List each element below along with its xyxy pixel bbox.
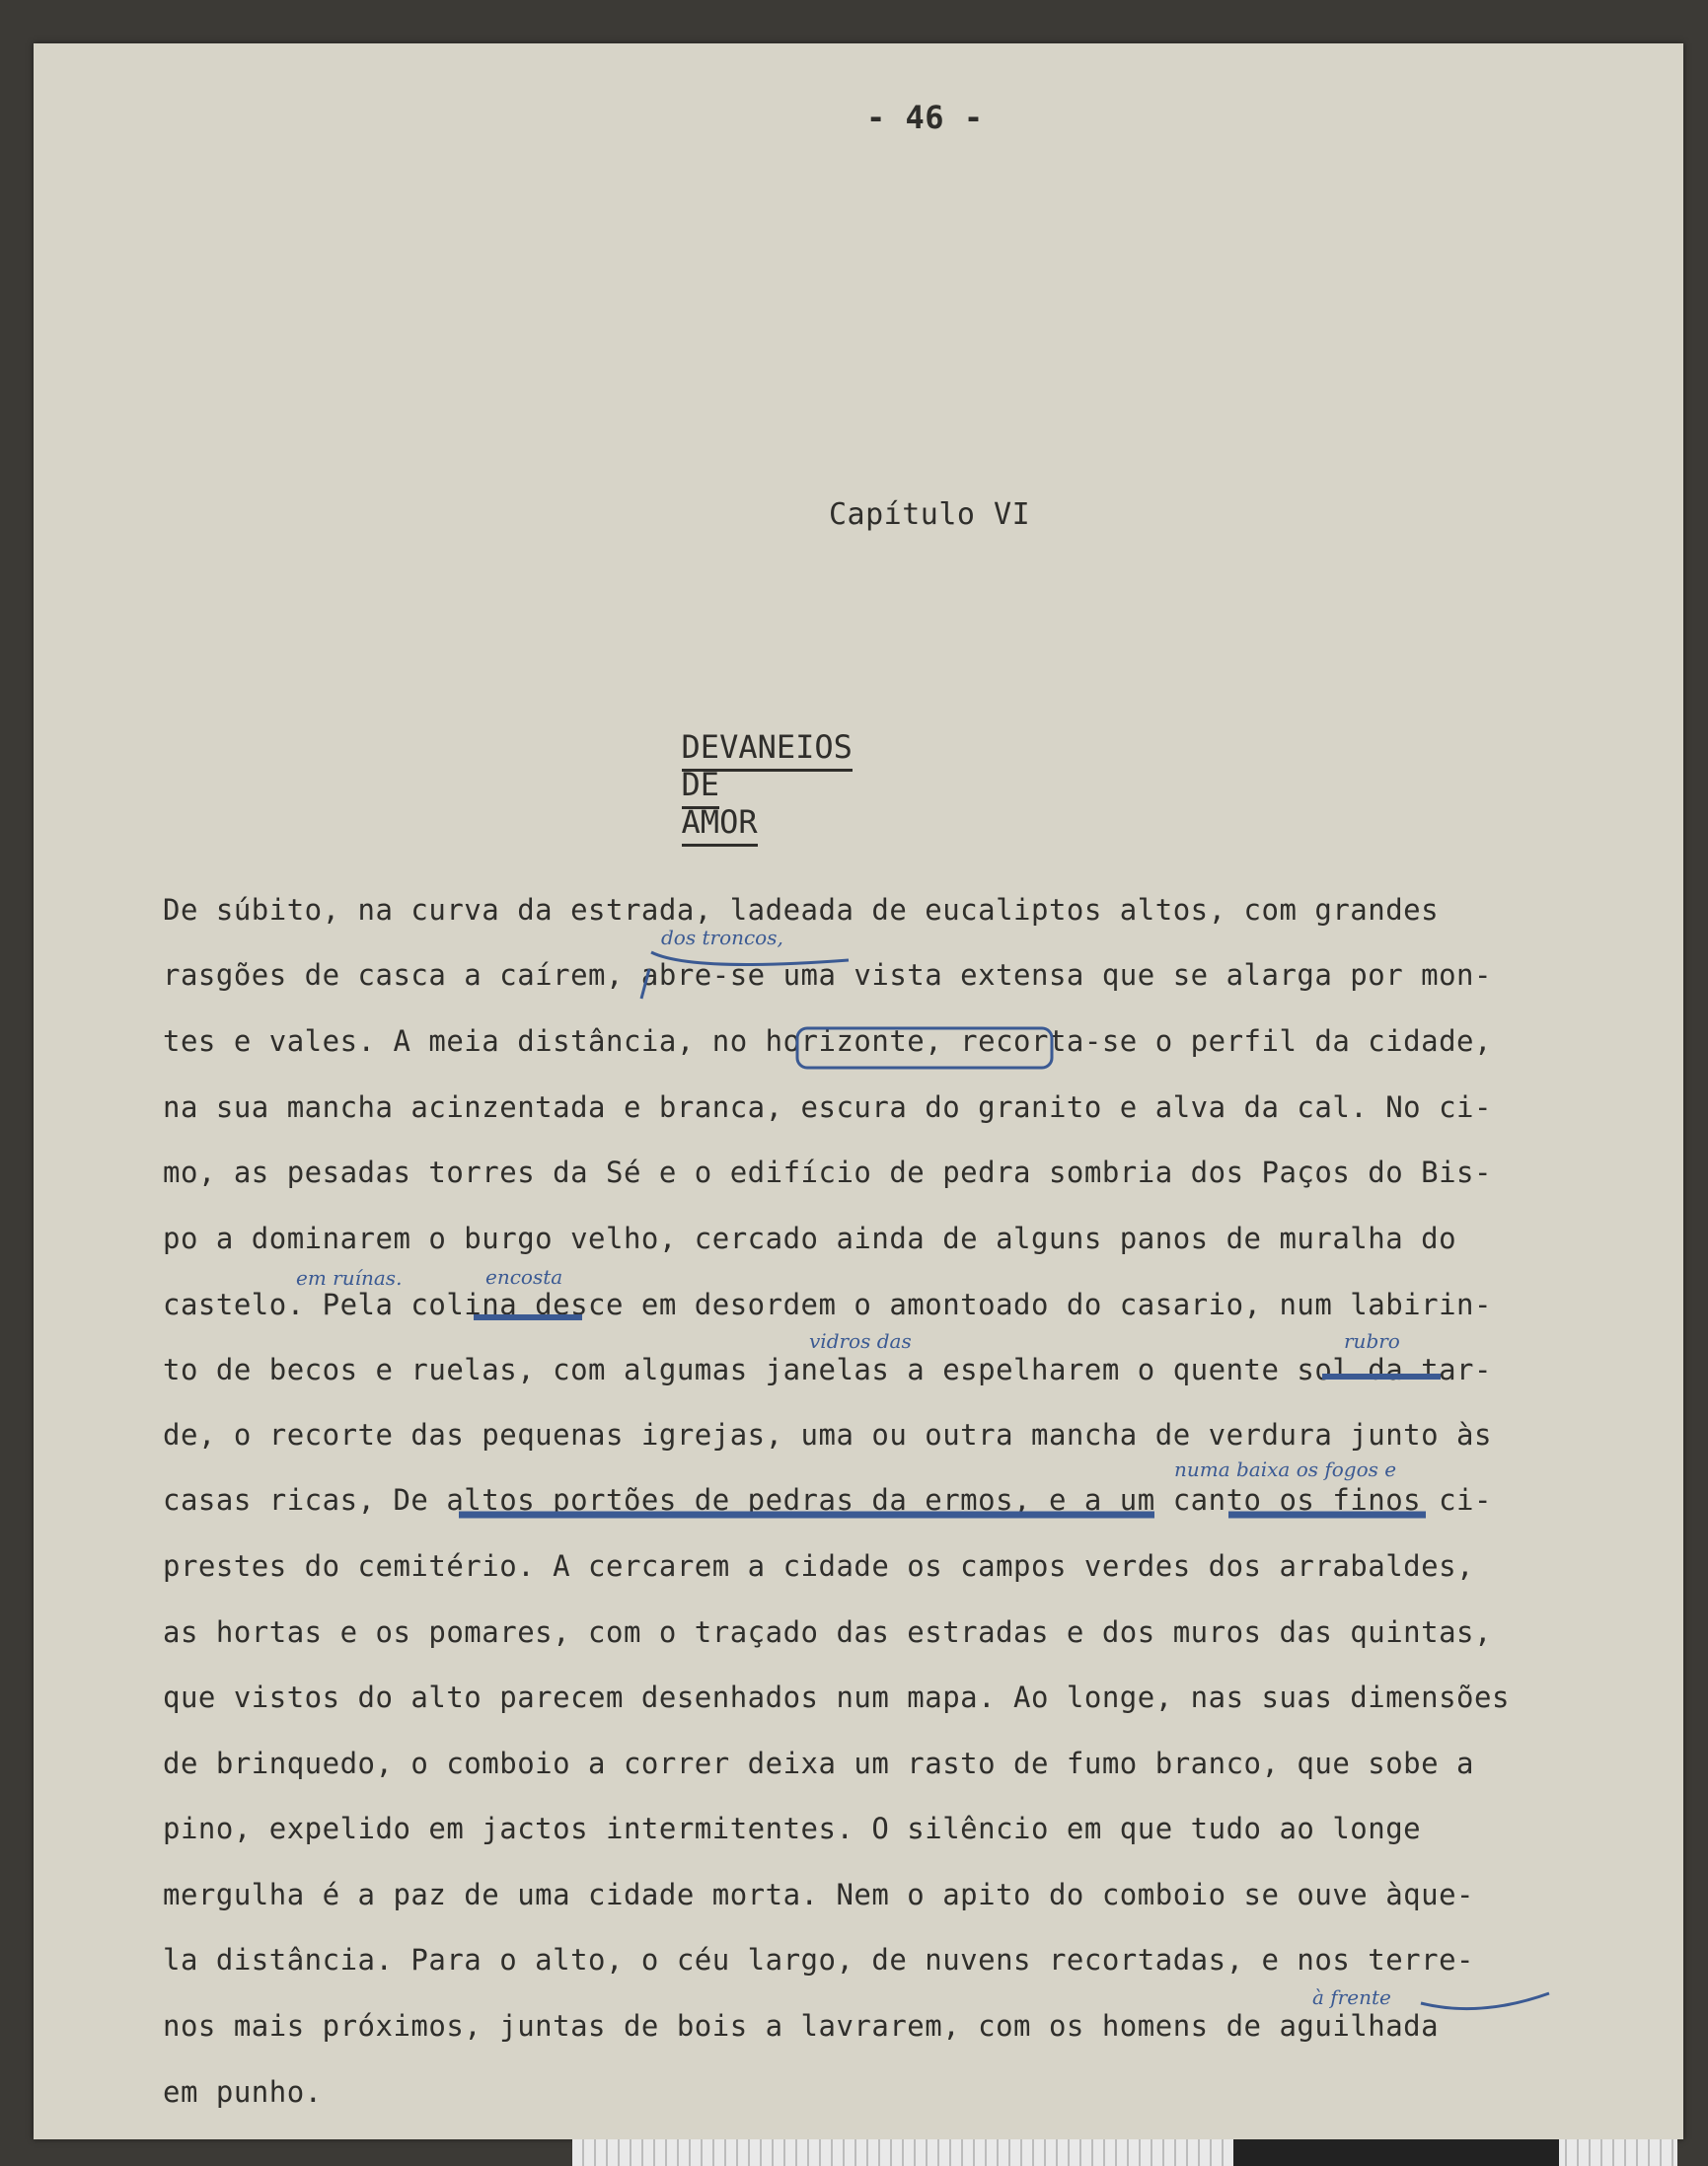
handwritten-note: à frente [1312, 1985, 1391, 2009]
text-line: nos mais próximos, juntas de bois a lavrarem, com os homens de aguilhada [163, 2009, 1440, 2043]
text-line: prestes do cemitério. A cercarem a cidade os campos verdes dos arrabaldes, [163, 1549, 1475, 1583]
insertion-mark [1421, 1993, 1549, 2009]
insertion-mark [641, 952, 849, 999]
chapter-heading: Capítulo VI [829, 497, 1031, 532]
text-line: castelo. Pela colina desce em desordem o amontoado do casario, num labirin- [163, 1288, 1492, 1321]
title-word: DE [682, 766, 720, 809]
ruler-dark-segment [1233, 2139, 1559, 2166]
text-line: pino, expelido em jactos intermitentes. O silêncio em que tudo ao longe [163, 1812, 1422, 1845]
text-line: de brinquedo, o comboio a correr deixa um rasto de fumo branco, que sobe a [163, 1747, 1475, 1780]
page-number: - 46 - [866, 99, 984, 136]
text-line: de, o recorte das pequenas igrejas, uma ou outra mancha de verdura junto às [163, 1418, 1492, 1452]
text-line: tes e vales. A meia distância, no horizonte, recorta-se o perfil da cidade, [163, 1024, 1492, 1058]
handwritten-note: vidros das [809, 1329, 912, 1353]
handwritten-note: dos troncos, [661, 926, 783, 949]
title-word: DEVANEIOS [682, 728, 853, 772]
text-line: em punho. [163, 2075, 323, 2109]
text-line: po a dominarem o burgo velho, cercado ainda de alguns panos de muralha do [163, 1222, 1457, 1255]
text-line: la distância. Para o alto, o céu largo, de nuvens recortadas, e nos terre- [163, 1943, 1475, 1977]
text-line: mo, as pesadas torres da Sé e o edifício de pedra sombria dos Paços do Bis- [163, 1156, 1492, 1189]
text-line: mergulha é a paz de uma cidade morta. Nem o apito do comboio se ouve àque- [163, 1878, 1475, 1911]
handwritten-note: encosta [485, 1265, 563, 1289]
text-line: que vistos do alto parecem desenhados num mapa. Ao longe, nas suas dimensões [163, 1681, 1510, 1714]
handwritten-note: numa baixa os fogos e [1174, 1457, 1397, 1481]
text-line: na sua mancha acinzentada e branca, escura do granito e alva da cal. No ci- [163, 1090, 1492, 1124]
handwritten-note: em ruínas. [296, 1266, 403, 1290]
text-line: casas ricas, De altos portões de pedras da ermos, e a um canto os finos ci- [163, 1483, 1492, 1517]
text-line: rasgões de casca a caírem, abre-se uma vista extensa que se alarga por mon- [163, 958, 1492, 992]
text-line: as hortas e os pomares, com o traçado das estradas e dos muros das quintas, [163, 1615, 1492, 1649]
title-word: AMOR [682, 803, 758, 847]
handwritten-note: rubro [1344, 1329, 1400, 1353]
bracket-mark [797, 1028, 1052, 1068]
text-line: to de becos e ruelas, com algumas janelas a espelharem o quente sol da tar- [163, 1353, 1492, 1386]
text-line: De súbito, na curva da estrada, ladeada de eucaliptos altos, com grandes [163, 893, 1440, 927]
